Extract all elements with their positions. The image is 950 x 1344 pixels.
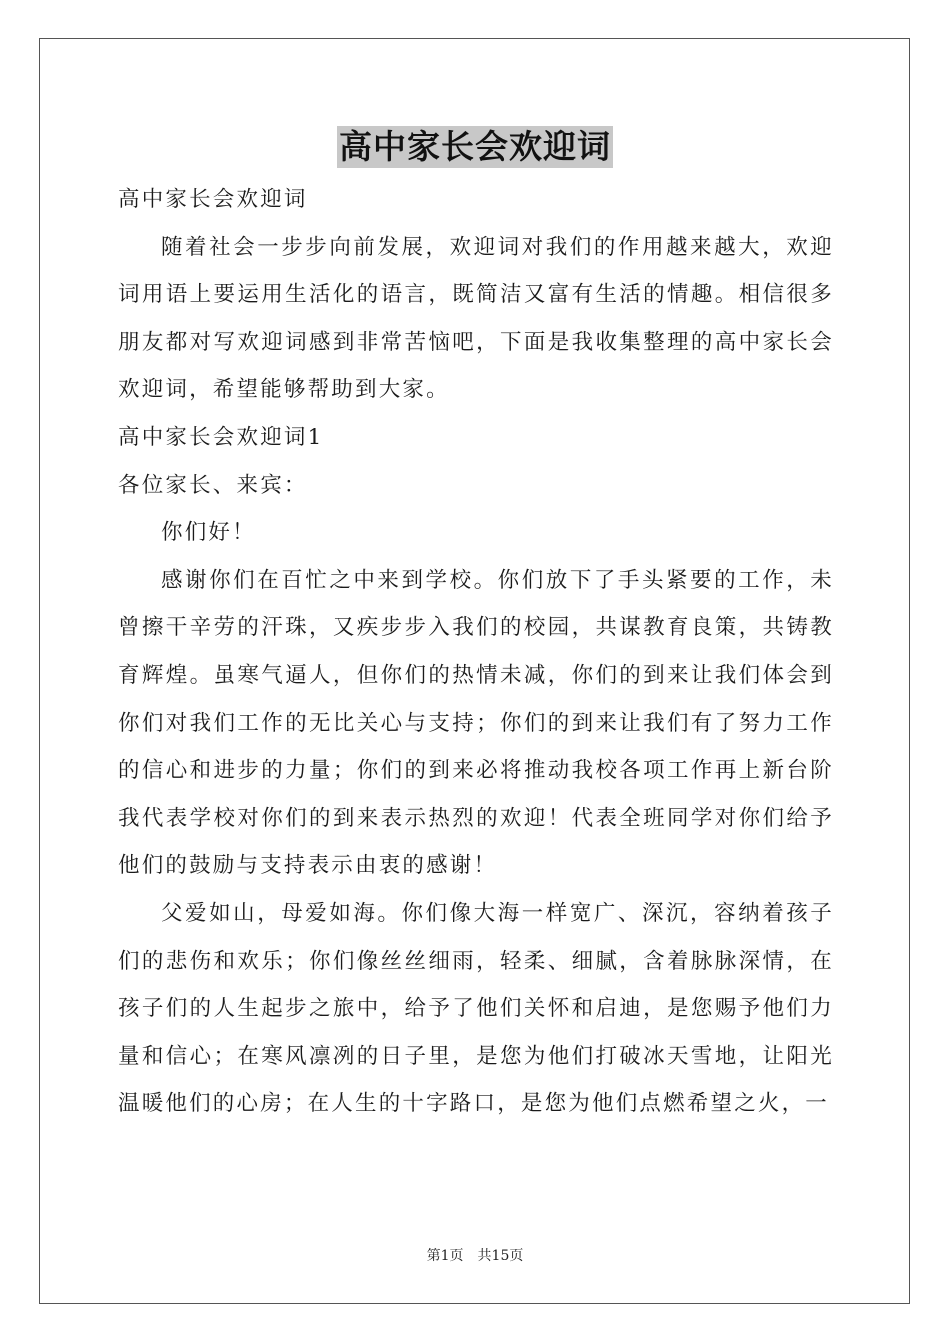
page-number: 第1页 [426,1248,464,1264]
section-heading: 高中家长会欢迎词1 [118,424,324,450]
page-total: 共15页 [477,1248,524,1264]
title-container [0,126,950,168]
paragraph: 父爱如山，母爱如海。你们像大海一样宽广、深沉，容纳着孩子们的悲伤和欢乐；你们像丝丝细雨，轻柔、细腻，含着脉脉深情，在孩子们的人生起步之旅中，给予了他们关怀和启迪，是您赐予他们力量和信心；在寒风凛冽的日子里，是您为他们打破冰天雪地，让阳光温暖他们的心房；在人生的十字路口，是您为他们点燃希望之火，一 [118,900,834,1117]
document-body [118,176,834,1128]
page-footer [0,1246,950,1266]
salutation: 各位家长、来宾： [118,472,308,498]
paragraph: 随着社会一步步向前发展，欢迎词对我们的作用越来越大，欢迎词用语上要运用生活化的语言，既简洁又富有生活的情趣。相信很多朋友都对写欢迎词感到非常苦恼吧，下面是我收集整理的高中家长会欢迎词，希望能够帮助到大家。 [118,234,834,403]
greeting: 你们好！ [161,520,256,546]
paragraph: 感谢你们在百忙之中来到学校。你们放下了手头紧要的工作，未曾擦干辛劳的汗珠，又疾步步入我们的校园，共谋教育良策，共铸教育辉煌。虽寒气逼人，但你们的热情未减，你们的到来让我们体会到你们对我们工作的无比关心与支持；你们的到来让我们有了努力工作的信心和进步的力量；你们的到来必将推动我校各项工作再上新台阶我代表学校对你们的到来表示热烈的欢迎！代表全班同学对你们给予他们的鼓励与支持表示由衷的感谢！ [118,567,834,879]
document-title: 高中家长会欢迎词 [339,127,611,166]
paragraph: 高中家长会欢迎词 [118,187,308,212]
